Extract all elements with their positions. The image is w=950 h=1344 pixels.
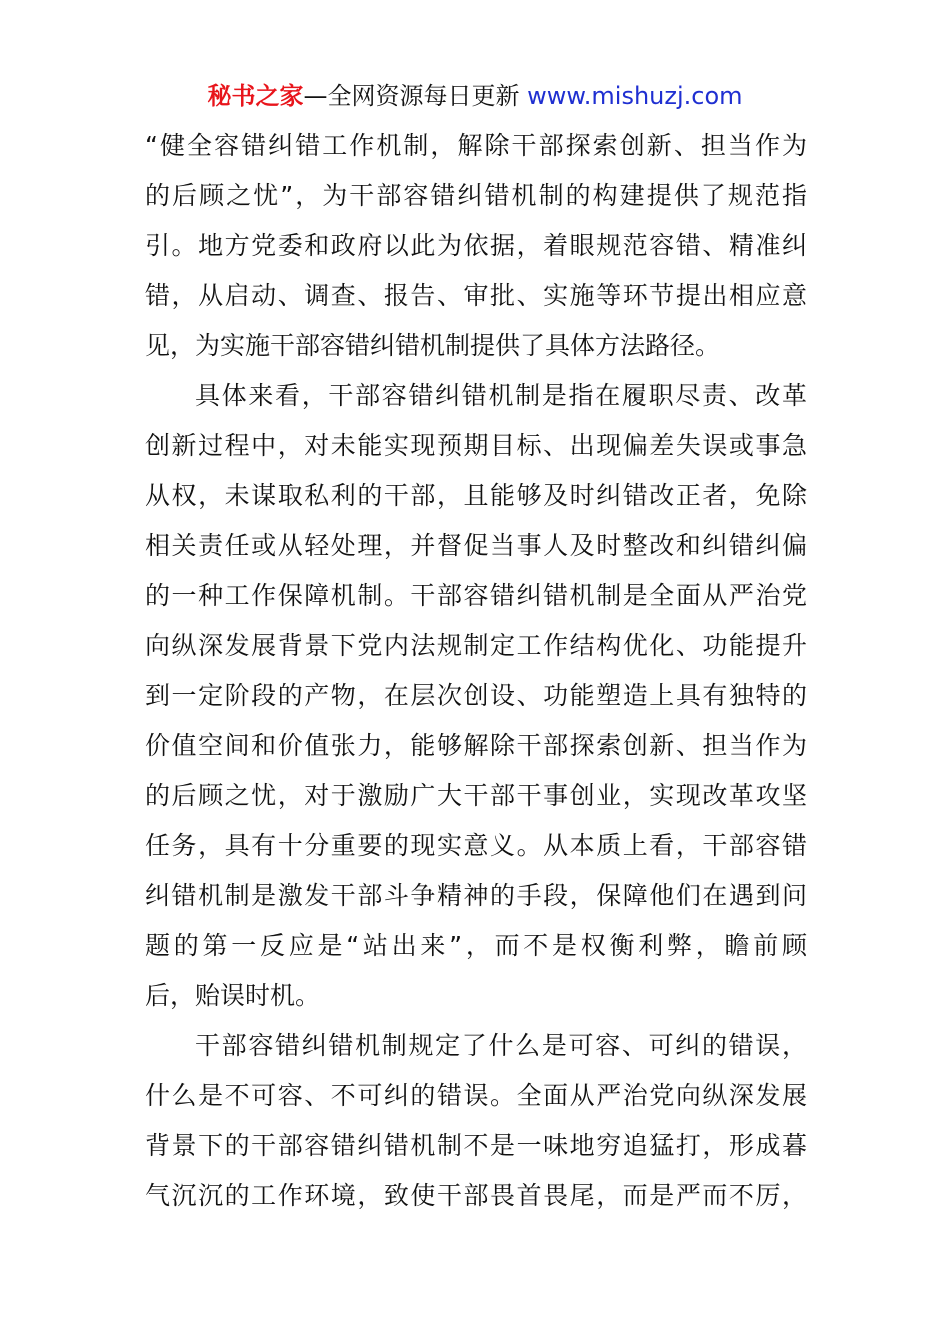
paragraph [145, 371, 807, 1021]
text-line: 气沉沉的工作环境，致使干部畏首畏尾，而是严而不厉， [145, 1181, 807, 1210]
text-line: 引。地方党委和政府以此为依据，着眼规范容错、精准纠 [145, 231, 807, 260]
text-line: 的后顾之忧，对于激励广大干部干事创业，实现改革攻坚 [145, 781, 807, 810]
text-line: 见，为实施干部容错纠错机制提供了具体方法路径。 [145, 331, 721, 360]
text-line: 从权，未谋取私利的干部，且能够及时纠错改正者，免除 [145, 481, 807, 510]
text-line: 的一种工作保障机制。干部容错纠错机制是全面从严治党 [145, 581, 807, 610]
site-brand: 秘书之家 [207, 82, 304, 110]
text-line: “健全容错纠错工作机制，解除干部探索创新、担当作为 [145, 131, 807, 160]
text-line: 错，从启动、调查、报告、审批、实施等环节提出相应意 [145, 281, 807, 310]
text-line: 具体来看，干部容错纠错机制是指在履职尽责、改革 [195, 381, 807, 410]
text-line: 后，贻误时机。 [145, 981, 321, 1010]
site-header [0, 80, 950, 112]
text-line: 干部容错纠错机制规定了什么是可容、可纠的错误， [195, 1031, 807, 1060]
site-tagline: —全网资源每日更新 [303, 82, 528, 110]
text-line: 什么是不可容、不可纠的错误。全面从严治党向纵深发展 [145, 1081, 807, 1110]
paragraph [145, 121, 807, 371]
paragraph [145, 1021, 807, 1221]
site-url-link[interactable]: www.mishuzj.com [527, 82, 743, 110]
text-line: 的后顾之忧”，为干部容错纠错机制的构建提供了规范指 [145, 181, 807, 210]
text-line: 纠错机制是激发干部斗争精神的手段，保障他们在遇到问 [145, 881, 807, 910]
text-line: 相关责任或从轻处理，并督促当事人及时整改和纠错纠偏 [145, 531, 807, 560]
text-line: 创新过程中，对未能实现预期目标、出现偏差失误或事急 [145, 431, 807, 460]
text-line: 任务，具有十分重要的现实意义。从本质上看，干部容错 [145, 831, 807, 860]
text-line: 向纵深发展背景下党内法规制定工作结构优化、功能提升 [145, 631, 807, 660]
text-line: 题的第一反应是“站出来”，而不是权衡利弊，瞻前顾 [145, 931, 807, 960]
article-body [145, 121, 807, 1221]
text-line: 到一定阶段的产物，在层次创设、功能塑造上具有独特的 [145, 681, 807, 710]
text-line: 价值空间和价值张力，能够解除干部探索创新、担当作为 [145, 731, 807, 760]
text-line: 背景下的干部容错纠错机制不是一味地穷追猛打，形成暮 [145, 1131, 807, 1160]
